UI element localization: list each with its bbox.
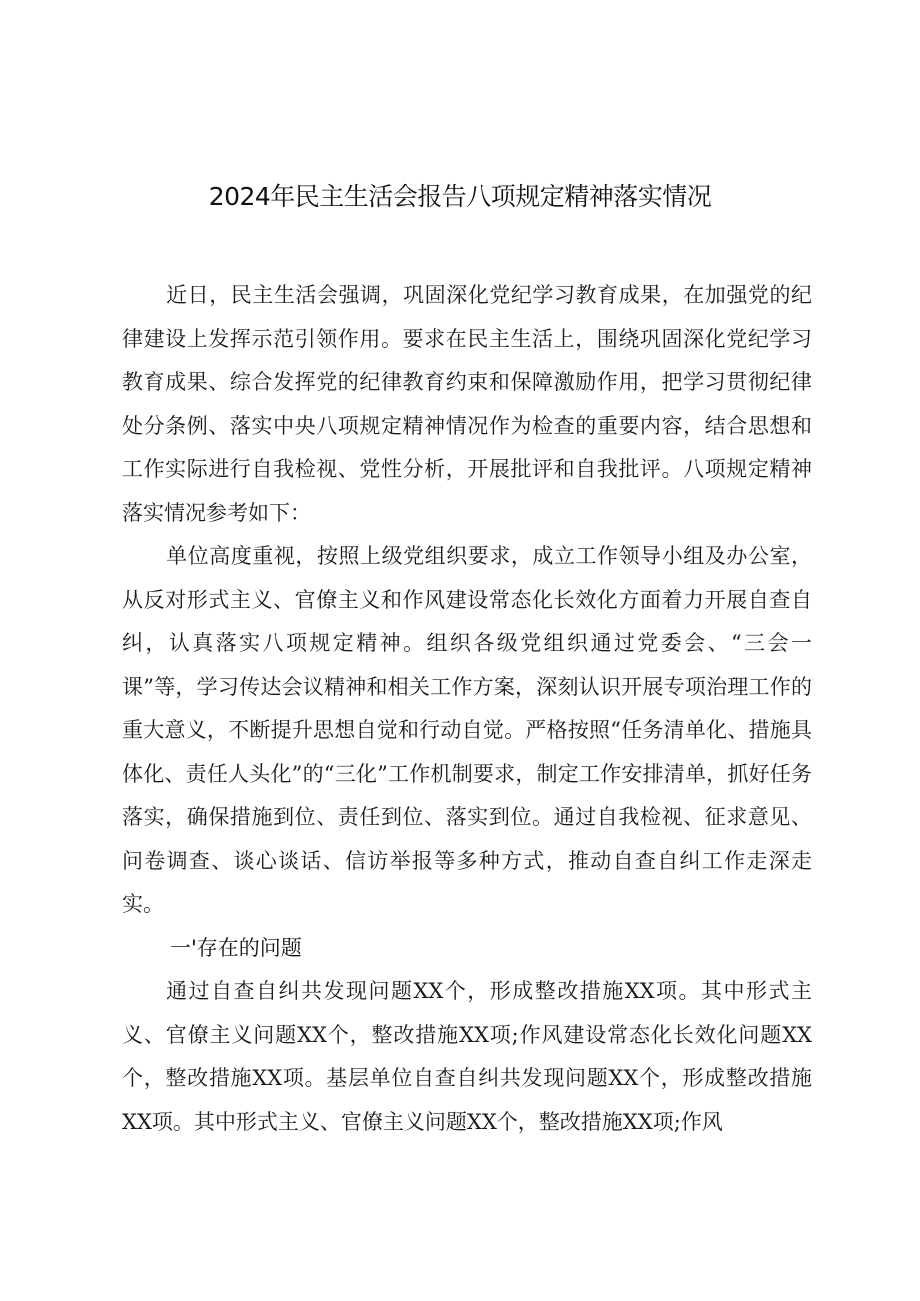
- document-body: [122, 274, 812, 1144]
- document-title: 2024年民主生活会报告八项规定精神落实情况: [208, 182, 712, 211]
- section-heading-problems: 一'存在的问题: [170, 935, 302, 960]
- paragraph-implementation: 单位高度重视，按照上级党组织要求，成立工作领导小组及办公室，从反对形式主义、官僚主义和作风建设常态化长效化方面着力开展自查自纠，认真落实八项规定精神。组织各级党组织通过党委会、“三会一课”等，学习传达会议精神和相关工作方案，深刻认识开展专项治理工作的重大意义，不断提升思想自觉和行动自觉。严格按照“任务清单化、措施具体化、责任人头化”的“三化”工作机制要求，制定工作安排清单，抓好任务落实，确保措施到位、责任到位、落实到位。通过自我检视、征求意见、问卷调查、谈心谈话、信访举报等多种方式，推动自查自纠工作走深走实。: [122, 544, 812, 916]
- paragraph-problems: 通过自查自纠共发现问题XX个，形成整改措施XX项。其中形式主义、官僚主义问题XX个，整改措施XX项;作风建设常态化长效化问题XX个，整改措施XX项。基层单位自查自纠共发现问题XX个，形成整改措施XX项。其中形式主义、官僚主义问题XX个，整改措施XX项;作风: [122, 979, 812, 1134]
- paragraph-intro: 近日，民主生活会强调，巩固深化党纪学习教育成果，在加强党的纪律建设上发挥示范引领作用。要求在民主生活上，围绕巩固深化党纪学习教育成果、综合发挥党的纪律教育约束和保障激励作用，把学习贯彻纪律处分条例、落实中央八项规定精神情况作为检查的重要内容，结合思想和工作实际进行自我检视、党性分析，开展批评和自我批评。八项规定精神落实情况参考如下：: [122, 283, 812, 525]
